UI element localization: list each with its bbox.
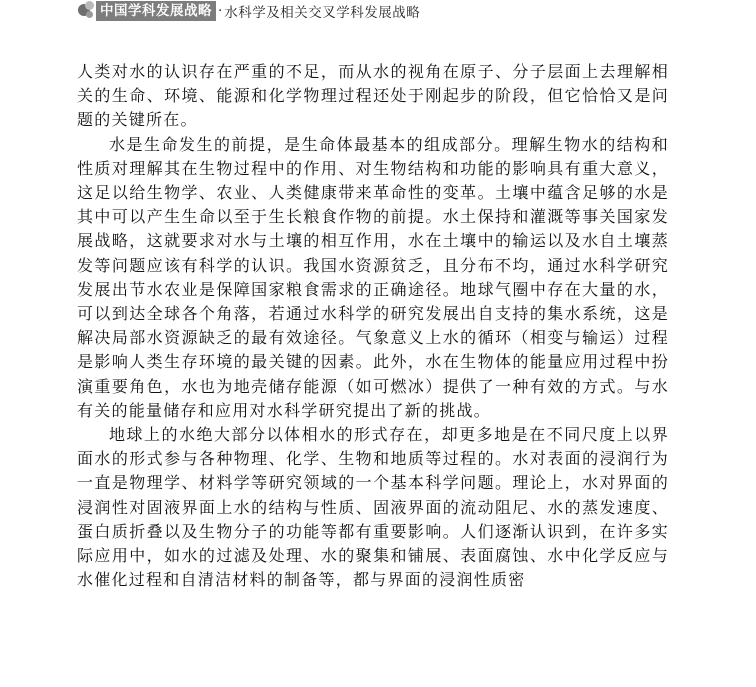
paragraph-continued: 人类对水的认识存在严重的不足，而从水的视角在原子、分子层面上去理解相关的生命、环境、能源和化学物理过程还处于刚起步的阶段，但它恰恰又是问题的关键所在。 bbox=[77, 62, 669, 130]
paragraph-life-and-water: 水是生命发生的前提，是生命体最基本的组成部分。理解生物水的结构和性质对理解其在生物过程中的作用、对生物结构和功能的影响具有重大意义，这足以给生物学、农业、人类健康带来革命性的变革。土壤中蕴含足够的水是其中可以产生生命以至于生长粮食作物的前提。水土保持和灌溉等事关国家发展战略，这就要求对水与土壤的相互作用，水在土壤中的输运以及水自土壤蒸发等问题应该有科学的认识。我国水资源贫乏，且分布不均，通过水科学研究发展出节水农业是保障国家粮食需求的正确途径。地球气圈中存在大量的水，可以到达全球各个角落，若通过水科学的研究发展出自支持的集水系统，这是解决局部水资源缺乏的最有效途径。气象意义上水的循环（相变与输运）过程是影响人类生存环境的最关键的因素。此外，水在生物体的能量应用过程中扮演重要角色，水也为地壳储存能源（如可燃冰）提供了一种有效的方式。与水有关的能量储存和应用对水科学研究提出了新的挑战。 bbox=[77, 134, 669, 420]
header-separator: · bbox=[218, 3, 223, 19]
series-logo-dots-icon bbox=[76, 0, 96, 22]
volume-title: 水科学及相关交叉学科发展战略 bbox=[224, 5, 421, 21]
running-header bbox=[76, 0, 420, 22]
book-series-title: 中国学科发展战略 bbox=[96, 1, 216, 21]
paragraph-interfacial-water: 地球上的水绝大部分以体相水的形式存在，却更多地是在不同尺度上以界面水的形式参与各种物理、化学、生物和地质等过程的。水对表面的浸润行为一直是物理学、材料学等研究领域的一个基本科学问题。理论上，水对界面的浸润性对固液界面上水的结构与性质、固液界面的流动阻尼、水的蒸发速度、蛋白质折叠以及生物分子的功能等都有重要影响。人们逐渐认识到，在许多实际应用中，如水的过滤及处理、水的聚集和铺展、表面腐蚀、水中化学反应与水催化过程和自清洁材料的制备等，都与界面的浸润性质密 bbox=[77, 425, 669, 590]
page-body bbox=[77, 60, 669, 592]
